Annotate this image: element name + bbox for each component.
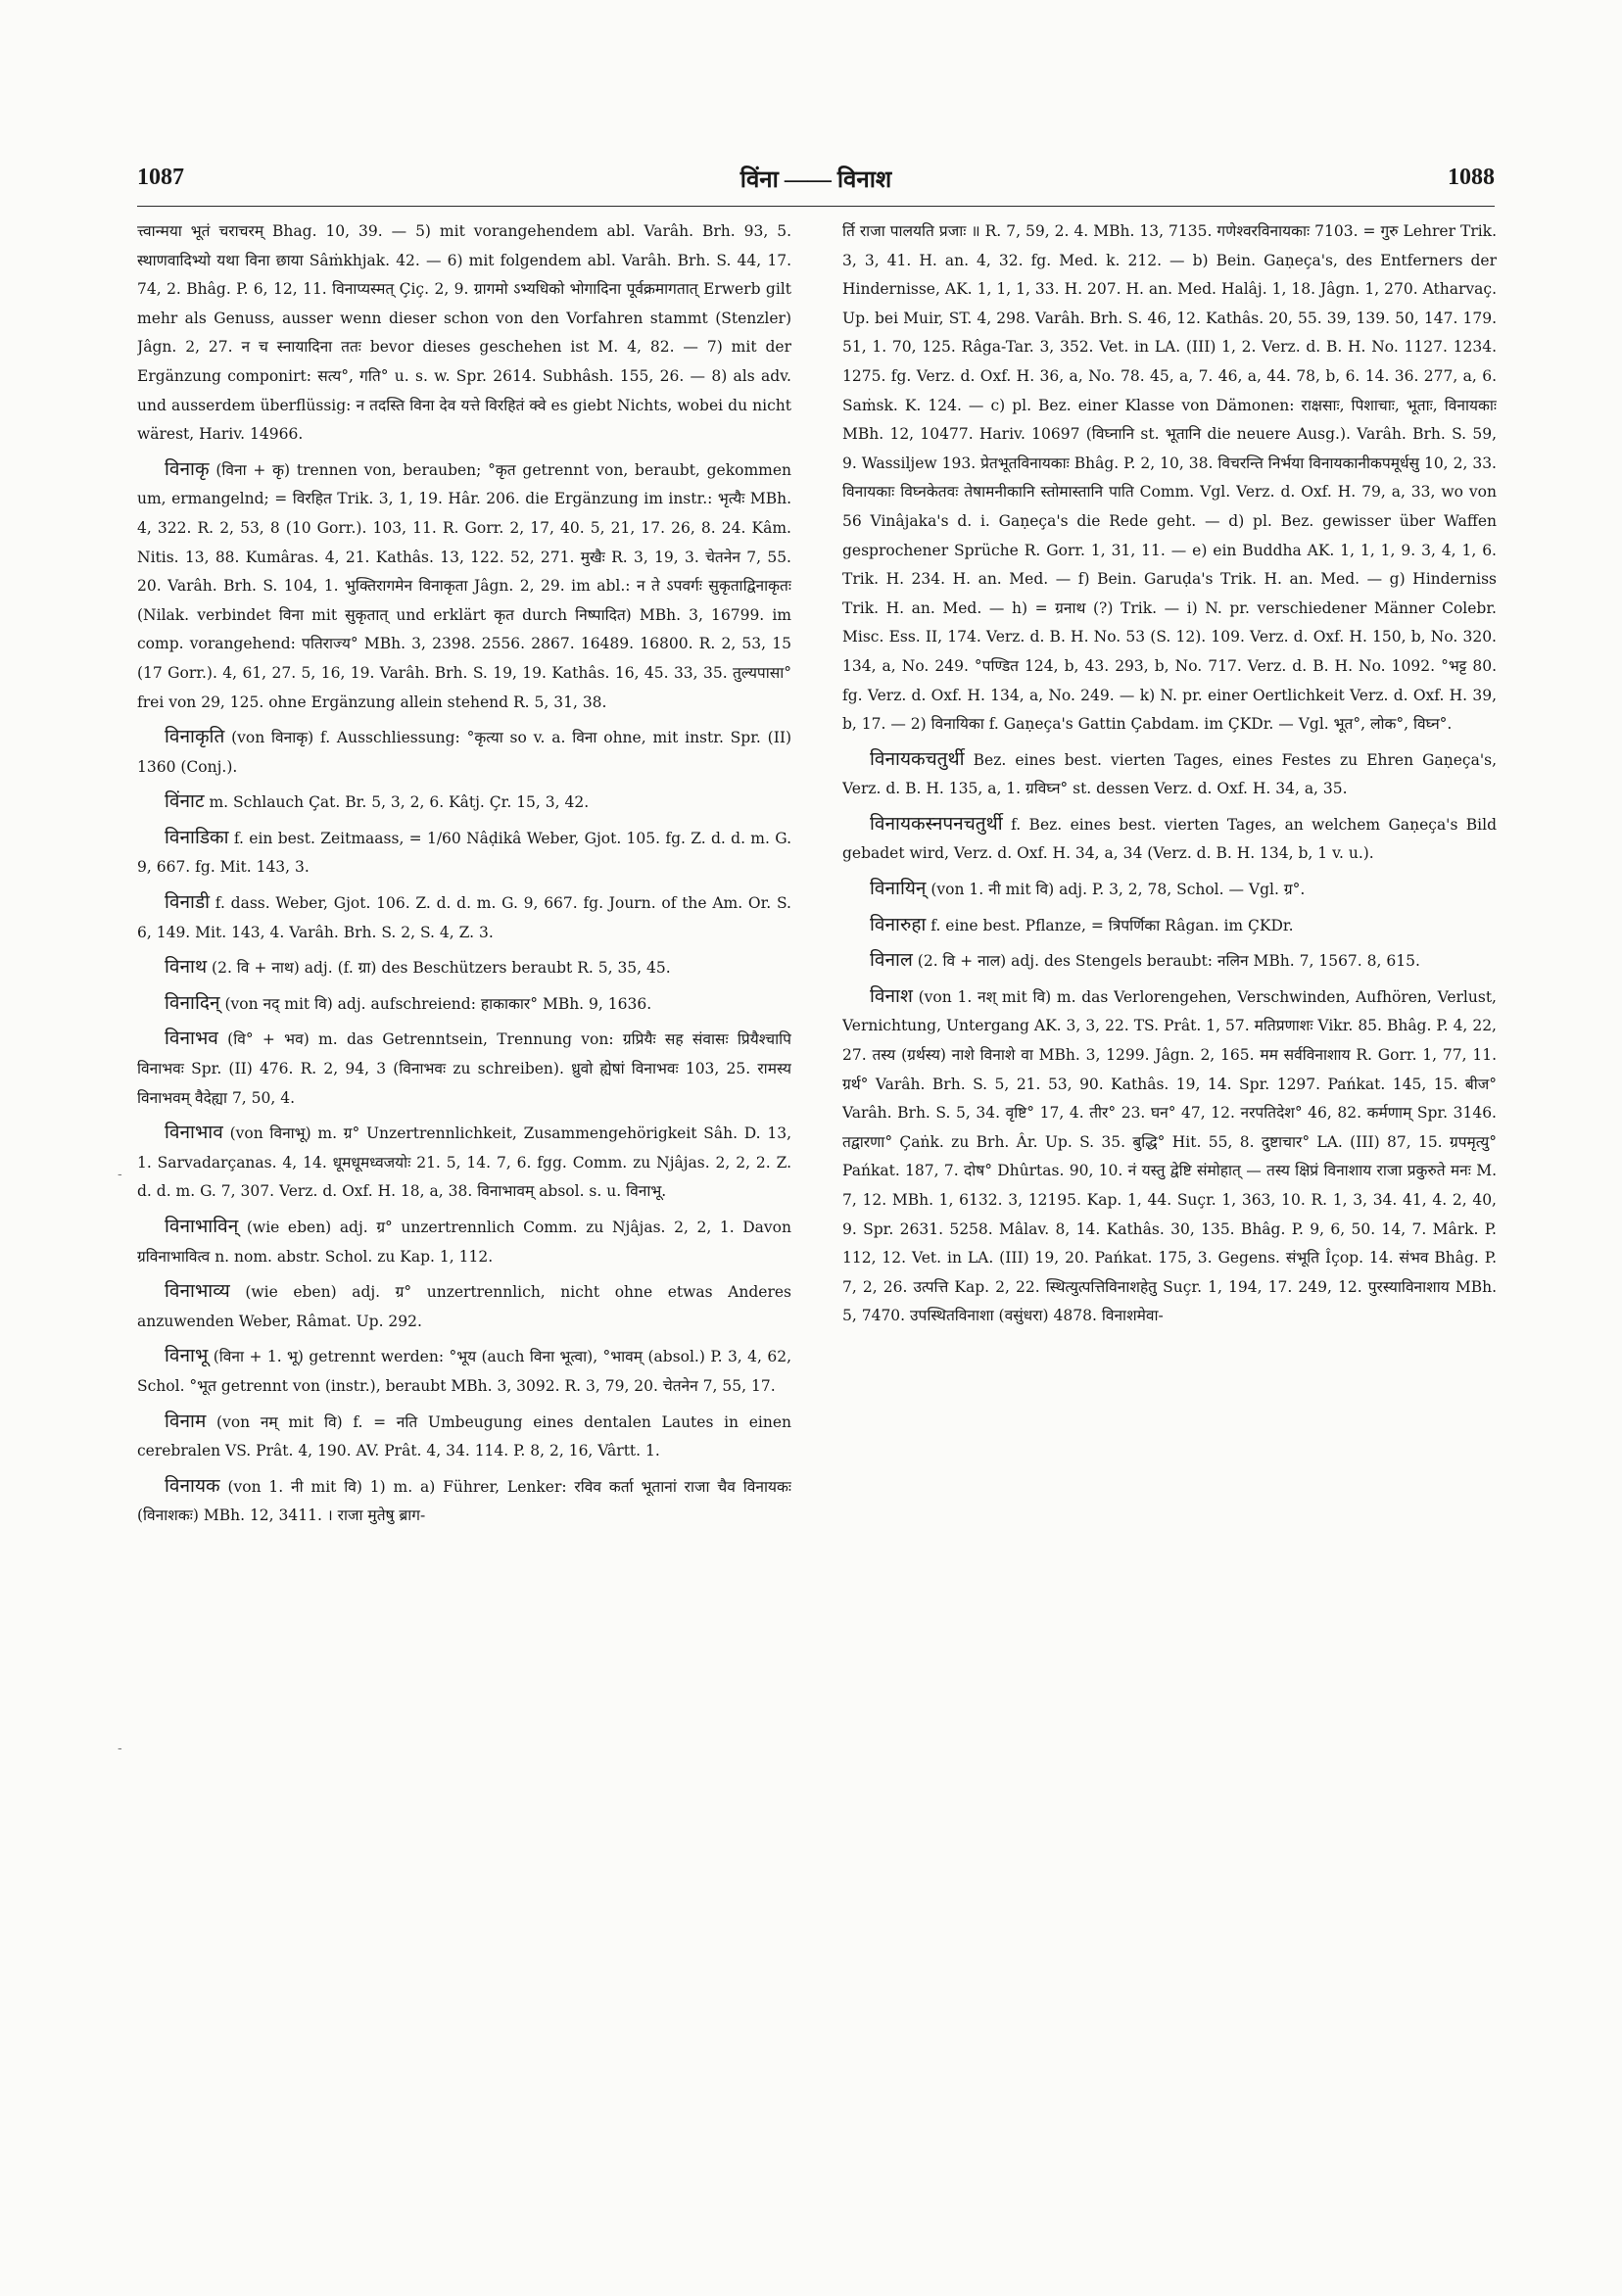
dictionary-entry [842,745,1497,804]
dictionary-entry [137,989,791,1020]
dictionary-entry [137,1277,791,1336]
entry-text: त्त्वान्मया भूतं चराचरम् Bhag. 10, 39. — 5) mit vorangehendem abl. Varâh. Brh. 93, 5. स्थाणवादिभ्यो यथा विना छाया Sâṁkhjak. 42. — 6) mit folgendem abl. Varâh. Brh. S. 44, 17. 74, 2. Bhâg. P. 6, 12, 11. विनाप्यस्मत् Çiç. 2, 9. ग्रागमो ऽभ्यधिको भोगादिना पूर्वक्रमागतात् Erwerb gilt mehr als Genuss, ausser wenn dieser schon von den Vorfahren stammt (Stenzler) Jâgn. 2, 27. न च स्नायादिना ततः bevor dieses geschehen ist M. 4, 82. — 7) mit der Ergänzung componirt: सत्य°, गति° u. s. w. Spr. 2614. Subhâsh. 155, 26. — 8) als adv. und ausserdem überflüssig: न तदस्ति विना देव यत्ते विरहितं क्वे es giebt Nichts, wobei du nicht wärest, Hariv. 14966. [137,222,791,444]
entry-text: (von नद् mit वि) adj. aufschreiend: हाकाकार° MBh. 9, 1636. [224,994,652,1013]
entry-headword: विनायकस्नपनचतुर्थी [870,812,1003,835]
entry-text: f. dass. Weber, Gjot. 106. Z. d. d. m. G. 9, 667. fg. Journ. of the Am. Or. S. 6, 149. Mit. 143, 4. Varâh. Brh. S. 2, S. 4, Z. 3. [137,894,791,941]
page-header [137,165,1495,204]
entry-text: f. ein best. Zeitmaass, = 1/60 Nâḍikâ Weber, Gjot. 105. fg. Z. d. d. m. G. 9, 667. fg. Mit. 143, 3. [137,829,791,877]
margin-mark: - [118,1742,122,1756]
entry-headword: विनाभाविन् [165,1216,239,1237]
entry-headword: विनारुहा [870,913,927,935]
entry-text: (von 1. नी mit वि) 1) m. a) Führer, Lenker: रविव कर्ता भूतानां राजा चैव विनायकः (विनाशकः) MBh. 12, 3411. । राजा मुतेषु ब्राग- [137,1477,791,1525]
entry-text: m. Schlauch Çat. Br. 5, 3, 2, 6. Kâtj. Çr. 15, 3, 42. [209,793,590,812]
entry-headword: विनाकृति [165,726,225,748]
dictionary-entry [137,824,791,883]
entry-headword: विनाडी [165,891,211,914]
dictionary-entry [137,1342,791,1401]
entry-text: (von 1. नश् mit वि) m. das Verlorengehen, Verschwinden, Aufhören, Verlust, Vernichtung, Untergang AK. 3, 3, 22. TS. Prât. 1, 57. मतिप्रणाशः Vikr. 85. Bhâg. P. 4, 22, 27. तस्य (ग्रर्थस्य) नाशे विनाशे वा MBh. 3, 1299. Jâgn. 2, 165. मम सर्वविनाशाय R. Gorr. 1, 77, 11. ग्रर्थ° Varâh. Brh. S. 5, 21. 53, 90. Kathâs. 19, 14. Spr. 1297. Pańkat. 145, 15. बीज° Varâh. Brh. S. 5, 34. वृष्टि° 17, 4. तीर° 23. घन° 47, 12. नरपतिदेश° 46, 82. कर्मणाम् Spr. 3146. तद्वारणा° Çaṅk. zu Brh. Âr. Up. S. 35. बुद्धि° Hit. 55, 8. दुष्टाचार° LA. (III) 87, 15. ग्रपमृत्यु° Pańkat. 187, 7. दोष° Dhûrtas. 90, 10. नं यस्तु द्वेष्टि संमोहात् — तस्य क्षिप्रं विनाशाय राजा प्रकुरुते मनः M. 7, 12. MBh. 1, 6132. 3, 12195. Kap. 1, 44. Suçr. 1, 363, 10. R. 1, 3, 34. 41, 4. 2, 40, 9. Spr. 2631. 5258. Mâlav. 8, 14. Kathâs. 30, 135. Bhâg. P. 9, 6, 50. 14, 7. Mârk. P. 112, 12. Vet. in LA. (III) 19, 20. Pańkat. 175, 3. Gegens. संभूति Îçop. 14. संभव Bhâg. P. 7, 2, 26. उत्पत्ति Kap. 2, 22. स्थित्युत्पत्तिविनाशहेतु Suçr. 1, 194, 17. 249, 12. पुरस्याविनाशाय MBh. 5, 7470. उपस्थितविनाशा (वसुंधरा) 4878. विनाशमेवा- [842,987,1497,1325]
entry-text: (विना + 1. भू) getrennt werden: °भूय (auch विना भूत्वा), °भावम् (absol.) P. 3, 4, 62, Schol. °भूत getrennt von (instr.), beraubt MBh. 3, 3092. R. 3, 79, 20. चेतनेन 7, 55, 17. [137,1348,791,1395]
dictionary-entry [842,982,1497,1331]
entry-headword: विनादिन् [165,991,220,1014]
entry-headword: विनाडिका [165,826,229,848]
page-number-right: 1088 [1448,165,1495,190]
dictionary-entry [137,953,791,983]
entry-headword: विनाम [165,1410,207,1432]
entry-headword: विनायक [165,1474,220,1497]
entry-text: (2. वि + नाल) adj. des Stengels beraubt: नलिन MBh. 7, 1567. 8, 615. [917,952,1420,971]
dictionary-entry [137,1472,791,1531]
entry-headword: विनाथ [165,956,208,979]
entry-continuation [137,217,791,450]
entry-text: (von नम् mit वि) f. = नति Umbeugung eines dentalen Lautes in einen cerebralen VS. Prât. 4, 190. AV. Prât. 4, 34. 114. P. 8, 2, 16, Vârtt. 1. [137,1412,791,1460]
dictionary-entry [137,1408,791,1466]
entry-headword: विनाल [870,949,913,972]
dictionary-entry [137,1025,791,1113]
page-number-left: 1087 [137,165,184,190]
entry-headword: विनायकचतुर्थी [870,747,965,770]
entry-text: (von विनाकृ) f. Ausschliessung: °कृत्या so v. a. विना ohne, mit instr. Spr. (II) 1360 (Conj.). [137,729,791,776]
dictionary-entry [842,911,1497,941]
entry-text: f. eine best. Pflanze, = त्रिपर्णिका Râgan. im ÇKDr. [930,916,1294,934]
entry-text: (2. वि + नाथ) adj. (f. ग्रा) des Beschützers beraubt R. 5, 35, 45. [212,959,671,978]
margin-mark: - [118,1168,122,1182]
entry-text: (विना + कृ) trennen von, berauben; °कृत getrennt von, beraubt, gekommen um, ermangelnd; = विरहित Trik. 3, 1, 19. Hâr. 206. die Ergänzung im instr.: भृत्यैः MBh. 4, 322. R. 2, 53, 8 (10 Gorr.). 103, 11. R. Gorr. 2, 17, 40. 5, 21, 17. 26, 8. 24. Kâm. Nitis. 13, 88. Kumâras. 4, 21. Kathâs. 13, 122. 52, 271. मुखैः R. 3, 19, 3. चेतनेन 7, 55. 20. Varâh. Brh. S. 104, 1. भुक्तिरागमेन विनाकृता Jâgn. 2, 29. im abl.: न ते ऽपवर्गः सुकृताद्विनाकृतः (Nilak. verbindet विना mit सुकृतात् und erklärt कृत durch निष्पादित) MBh. 3, 16799. im comp. vorangehend: पतिराज्य° MBh. 3, 2398. 2556. 2867. 16489. 16800. R. 2, 53, 15 (17 Gorr.). 4, 61, 27. 5, 16, 19. Varâh. Brh. S. 19, 19. Kathâs. 16, 45. 33, 35. तुल्यपासा° frei von 29, 125. ohne Ergänzung allein stehend R. 5, 31, 38. [137,460,791,711]
entry-headword: विंनाट [165,790,205,813]
dictionary-entry [137,1213,791,1271]
entry-headword: विनाश [870,984,913,1007]
entry-text: (wie eben) adj. ग्र° unzertrennlich Comm. zu Njâjas. 2, 2, 1. Davon ग्रविनाभावित्व n. nom. abstr. Schol. zu Kap. 1, 112. [137,1219,791,1266]
left-column [137,217,791,2216]
entry-text: Bez. eines best. vierten Tages, eines Festes zu Ehren Gaṇeça's, Verz. d. B. H. 135, a, 1. ग्रविघ्न° st. dessen Verz. d. Oxf. H. 34, a, 35. [842,750,1497,798]
header-rule [137,206,1495,207]
entry-headword: विनाकृ [165,457,210,480]
entry-text: (wie eben) adj. ग्र° unzertrennlich, nicht ohne etwas Anderes anzuwenden Weber, Râmat. Up. 292. [137,1283,791,1330]
entry-text: f. Bez. eines best. vierten Tages, an welchem Gaṇeça's Bild gebadet wird, Verz. d. Oxf. H. 34, a, 34 (Verz. d. B. H. 134, b, 1 v. u.). [842,815,1497,863]
entry-text: र्ति राजा पालयति प्रजाः ॥ R. 7, 59, 2. 4. MBh. 13, 7135. गणेश्वरविनायकाः 7103. = गुरु Lehrer Trik. 3, 3, 41. H. an. 4, 32. fg. Med. k. 212. — b) Bein. Gaṇeça's, des Entferners der Hindernisse, AK. 1, 1, 1, 33. H. 207. H. an. Med. Halâj. 1, 18. Jâgn. 1, 270. Atharvaç. Up. bei Muir, ST. 4, 298. Varâh. Brh. S. 46, 12. Kathâs. 20, 55. 39, 139. 50, 147. 179. 51, 1. 70, 125. Râga-Tar. 3, 352. Vet. in LA. (III) 1, 2. Verz. d. B. H. No. 1127. 1234. 1275. fg. Verz. d. Oxf. H. 36, a, No. 78. 45, a, 7. 46, a, 44. 78, b, 6. 14. 36. 277, a, 6. Saṁsk. K. 124. — c) pl. Bez. einer Klasse von Dämonen: राक्षसाः, पिशाचाः, भूताः, विनायकाः MBh. 12, 10477. Hariv. 10697 (विघ्नानि st. भूतानि die neuere Ausg.). Varâh. Brh. S. 59, 9. Wassiljew 193. प्रेतभूतविनायकाः Bhâg. P. 2, 10, 38. विचरन्ति निर्भया विनायकानीकपमूर्धसु 10, 2, 33. विनायकाः विघ्नकेतवः तेषामनीकानि स्तोमास्तानि पाति Comm. Vgl. Verz. d. Oxf. H. 79, a, 33, wo von 56 Vinâjaka's d. i. Gaṇeça's die Rede geht. — d) pl. Bez. gewisser über Waffen gesprochener Sprüche R. Gorr. 1, 31, 11. — e) ein Buddha AK. 1, 1, 1, 9. 3, 4, 1, 6. Trik. H. 234. H. an. Med. — f) Bein. Garuḍa's Trik. H. an. Med. — g) Hinderniss Trik. H. an. Med. — h) = ग्रनाथ (?) Trik. — i) N. pr. verschiedener Männer Colebr. Misc. Ess. II, 174. Verz. d. B. H. No. 53 (S. 12). 109. Verz. d. Oxf. H. 150, b, No. 320. 134, a, No. 249. °पण्डित 124, b, 43. 293, b, No. 717. Verz. d. B. H. No. 1092. °भट्ट 80. fg. Verz. d. Oxf. H. 134, a, No. 249. — k) N. pr. einer Oertlichkeit Verz. d. Oxf. H. 39, b, 17. — 2) विनायिका f. Gaṇeça's Gattin Çabdam. im ÇKDr. — Vgl. भूत°, लोक°, विघ्न°. [842,222,1497,734]
entry-headword: विनाभाव [165,1122,223,1144]
entry-headword: विनाभाव्य [165,1280,230,1303]
entry-headword: विनाभव [165,1028,218,1050]
dictionary-entry [137,455,791,717]
dictionary-entry [137,788,791,818]
entry-text: (von 1. नी mit वि) adj. P. 3, 2, 78, Schol. — Vgl. ग्र°. [930,881,1306,899]
entry-text: (von विनाभू) m. ग्र° Unzertrennlichkeit, Zusammengehörigkeit Sâh. D. 13, 1. Sarvadarçanas. 4, 14. धूमधूमध्वजयोः 21. 5, 14. 7, 6. fgg. Comm. zu Njâjas. 2, 2, 2. Z. d. d. m. G. 7, 307. Verz. d. Oxf. H. 18, a, 38. विनाभावम् absol. s. u. विनाभू. [137,1124,791,1201]
entry-text: (वि° + भव) m. das Getrenntsein, Trennung von: ग्रप्रियैः सह संवासः प्रियैश्चापि विनाभवः Spr. (II) 476. R. 2, 94, 3 (विनाभवः zu schreiben). ध्रुवो ह्येषां विनाभवः 103, 25. रामस्य विनाभवम् वैदेह्या 7, 50, 4. [137,1030,791,1107]
running-title: विंना —— विनाश [739,167,892,193]
right-column [842,217,1497,2216]
dictionary-entry [137,888,791,947]
dictionary-entry [137,723,791,782]
dictionary-entry [842,810,1497,869]
dictionary-entry [137,1119,791,1207]
dictionary-entry [842,875,1497,905]
entry-continuation [842,217,1497,740]
entry-headword: विनायिन् [870,878,927,900]
entry-headword: विनाभू [165,1345,209,1367]
dictionary-entry [842,946,1497,977]
